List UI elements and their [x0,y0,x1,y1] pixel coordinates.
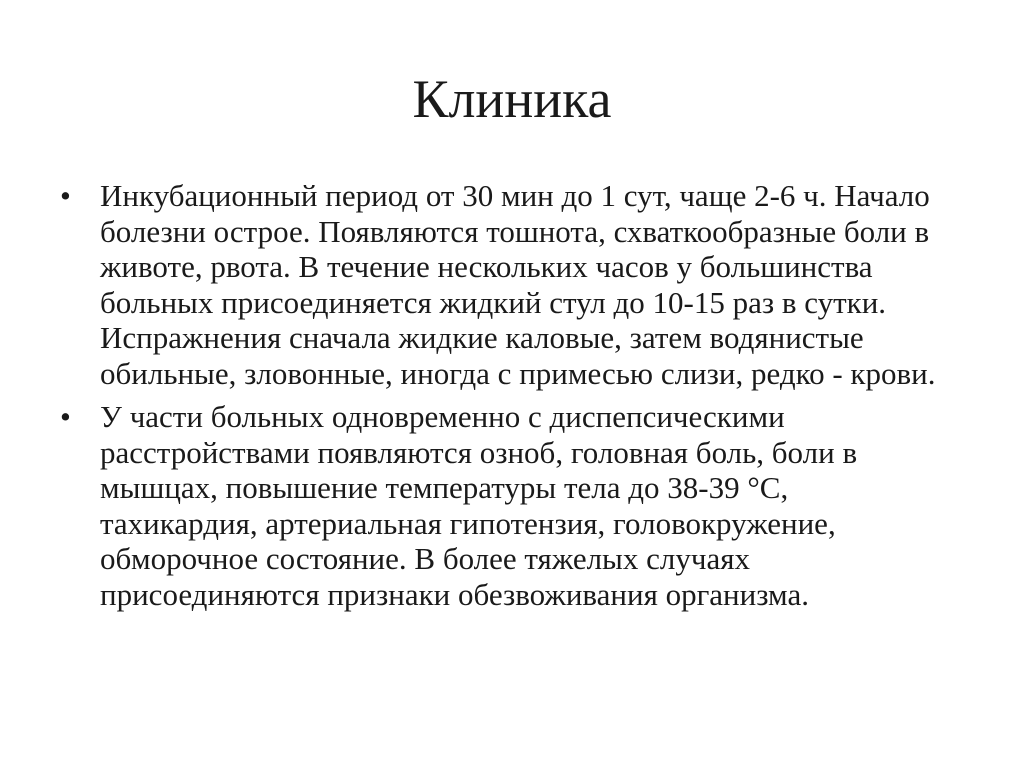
bullet-dot-icon: • [60,178,71,213]
bullet-item [60,178,940,391]
bullet-text: У части больных одновременно с диспепсическими расстройствами появляются озноб, головная боль, боли в мышцах, повышение температуры тела до 38-39 °С, тахикардия, артериальная гипотензия, головокружение, обморочное состояние. В более тяжелых случаях присоединяются признаки обезвоживания организма. [100,399,858,612]
bullet-text: Инкубационный период от 30 мин до 1 сут, чаще 2-6 ч. Начало болезни острое. Появляются тошнота, схваткообразные боли в животе, рвота. В течение нескольких часов у большинства больных присоединяется жидкий стул до 10-15 раз в сутки. Испражнения сначала жидкие каловые, затем водянистые обильные, зловонные, иногда с примесью слизи, редко - крови. [100,178,936,391]
bullet-list [60,178,940,620]
slide-title: Клиника [412,69,612,129]
bullet-item [60,399,940,612]
bullet-dot-icon: • [60,399,71,434]
